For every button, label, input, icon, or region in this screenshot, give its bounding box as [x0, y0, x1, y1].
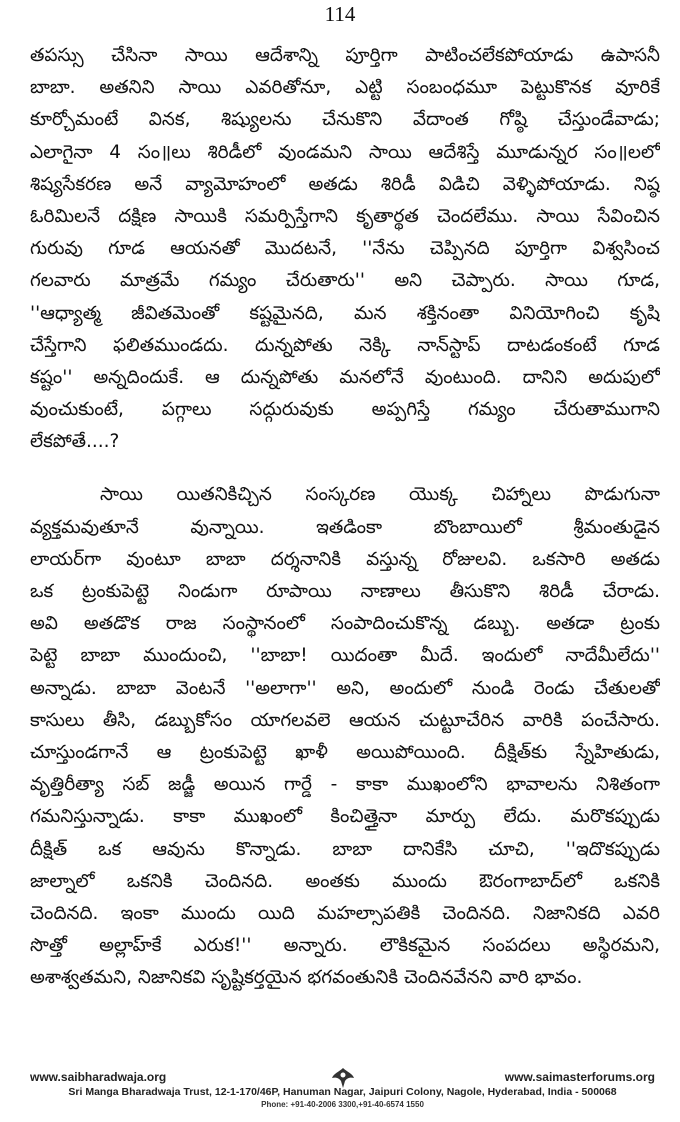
text-line: వుంచుకుంటే, పగ్గాలు సద్గురువుకు అప్పగిస్తే గమ్యం చేరుతాముగాని [30, 399, 660, 421]
text-line: ఒక ట్రంకుపెట్టె నిండుగా రూపాయి నాణాలు తీసుకొని శిరిడీ చేరాడు. [30, 581, 660, 602]
text-line: బాబా. అతనిని సాయి ఎవరితోనూ, ఎట్టి సంబంధమూ పెట్టుకొనక వూరికే [30, 77, 660, 99]
text-line: దీక్షిత్ ఒక ఆవును కొన్నాడు. బాబా దానికేసి చూచి, ''ఇదొకప్పుడు [30, 838, 660, 860]
page-number: 114 [324, 2, 356, 26]
paragraph-2 [30, 479, 660, 994]
text-line: కాసులు తీసి, డబ్బుకోసం యాగలవలె ఆయన చుట్టూచేరిన వారికి పంచేసారు. [30, 709, 660, 731]
body-text [30, 40, 660, 994]
text-line: కష్టం'' అన్నదిందుకే. ఆ దున్నపోతు మనలోనే వుంటుంది. దానిని అదుపులో [30, 366, 660, 388]
text-line: శిష్యసేకరణ అనే వ్యామోహంలో అతడు శిరిడీ విడిచి వెళ్ళిపోయాడు. నిష్ఠ [30, 173, 660, 195]
text-line: గమనిస్తున్నాడు. కాకా ముఖంలో కించిత్తైనా మార్పు లేదు. మరొకప్పుడు [30, 806, 660, 828]
text-line: ఎలాగైనా 4 సం॥లు శిరిడీలో వుండమని సాయి ఆదేశిస్తే మూడున్నర సం॥లలో [30, 141, 660, 163]
text-line: గలవారు మాత్రమే గమ్యం చేరుతారు'' అని చెప్పారు. సాయి గూడ, [30, 270, 660, 292]
text-line: చెందినది. ఇంకా ముందు యిది మహల్సాపతికి చెందినది. నిజానికది ఎవరి [30, 902, 660, 924]
page-footer [30, 1070, 655, 1118]
paragraph-1 [30, 40, 660, 458]
phone-numbers: Phone: +91-40-2006 3300,+91-40-6574 1550 [261, 1100, 424, 1109]
trust-address: Sri Manga Bharadwaja Trust, 12-1-170/46P, Hanuman Nagar, Jaipuri Colony, Nagole, Hyderabad, India - 500068 [68, 1086, 617, 1098]
text-line: పెట్టె బాబా ముందుంచి, ''బాబా! యిదంతా మీదే. ఇందులో నాదేమీలేదు'' [30, 645, 660, 667]
text-line: లాయర్‌గా వుంటూ బాబా దర్శనానికి వస్తున్న రోజులవి. ఒకసారి అతడు [30, 548, 660, 570]
text-line: సాయి యితనికిచ్చిన సంస్కరణ యొక్క చిహ్నాలు పొడుగునా [100, 484, 660, 506]
text-line: వృత్తిరీత్యా సబ్ జడ్జీ అయిన గార్డే - కాకా ముఖంలోని భావాలను నిశితంగా [30, 774, 660, 796]
text-line: ఓరిమిలనే దక్షిణ సాయికి సమర్పిస్తేగాని కృతార్థత చెందలేము. సాయి సేవించిన [30, 205, 660, 227]
text-line: వ్యక్తమవుతూనే వున్నాయి. ఇతడింకా బొంబాయిలో శ్రీమంతుడైన [30, 516, 660, 538]
text-line: అశాశ్వతమని, నిజానికవి సృష్టికర్తయైన భగవంతునికి చెందినవేనని వారి భావం. [30, 967, 583, 989]
text-line: గురువు గూడ ఆయనతో మొదటనే, ''నేను చెప్పినది పూర్తిగా విశ్వసించ [30, 238, 660, 260]
text-line: తపస్సు చేసినా సాయి ఆదేశాన్ని పూర్తిగా పాటించలేకపోయాడు ఉపాసనీ [30, 45, 660, 66]
text-line: అవి అతడొక రాజ సంస్థానంలో సంపాదించుకొన్న డబ్బు. అతడా ట్రంకు [30, 613, 660, 635]
text-line: అన్నాడు. బాబా వెంటనే ''అలాగా'' అని, అందులో నుండి రెండు చేతులతో [30, 677, 660, 699]
text-line: కూర్చోమంటే వినక, శిష్యులను చేనుకొని వేదాంత గోష్ఠి చేస్తుండేవాడు; [30, 109, 660, 131]
text-line: చూస్తుండగానే ఆ ట్రంకుపెట్టె ఖాళీ అయిపోయింది. దీక్షిత్‌కు స్నేహితుడు, [30, 741, 660, 763]
text-line: లేకపోతే....? [30, 431, 120, 453]
text-line: సొత్తో అల్లాహ్‌కే ఎరుక!'' అన్నారు. లౌకికమైన సంపదలు అస్థిరమని, [30, 935, 660, 957]
text-line: చేస్తేగాని ఫలితముండదు. దున్నపోతు నెక్కి నాన్‌స్టాప్ దాటడంకంటే గూడ [30, 334, 660, 356]
text-line: జాల్నాలో ఒకనికి చెందినది. అంతకు ముందు ఔరంగాబాద్‌లో ఒకనికి [30, 870, 660, 892]
website-link-right[interactable]: www.saimasterforums.org [504, 1070, 655, 1084]
website-link-left[interactable]: www.saibharadwaja.org [30, 1070, 167, 1084]
text-line: ''ఆధ్యాత్మ జీవితమెంతో కష్టమైనది, మన శక్తినంతా వినియోగించి కృషి [30, 302, 660, 324]
